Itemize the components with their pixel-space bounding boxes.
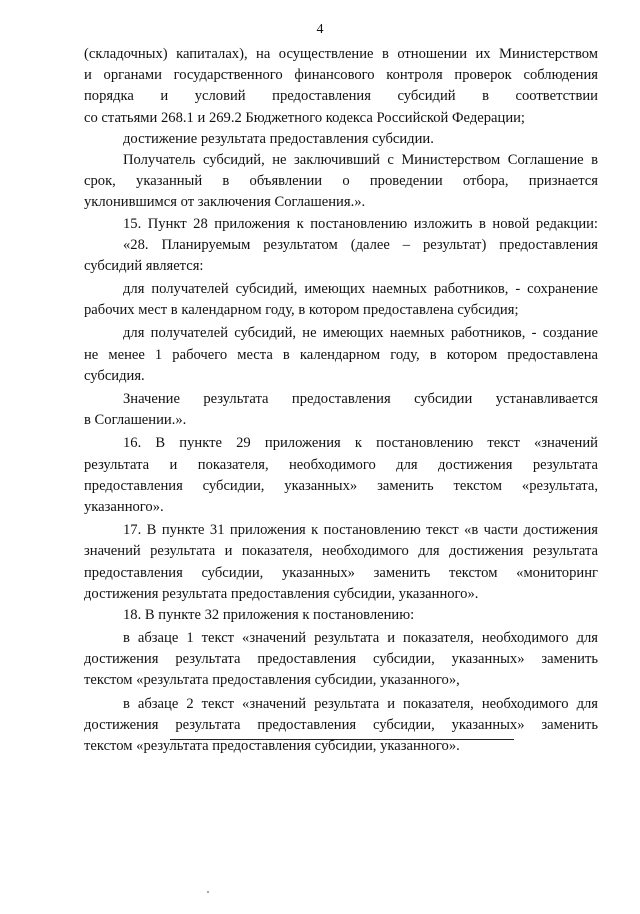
text-line: достижения результата предоставления субсидии, указанных» заменить — [84, 651, 598, 668]
text-line: текстом «результата предоставления субсидии, указанного», — [84, 672, 460, 689]
text-line: для получателей субсидий, не имеющих наемных работников, - создание — [123, 325, 598, 342]
text-line: Значение результата предоставления субсидии устанавливается — [123, 391, 598, 407]
text-line: достижения результата предоставления субсидии, указанного». — [84, 585, 479, 602]
text-line: Получатель субсидий, не заключивший с Министерством Соглашение в — [123, 151, 598, 168]
text-line: срок, указанный в объявлении о проведении отбора, признается — [84, 173, 598, 190]
text-line: уклонившимся от заключения Соглашения.». — [84, 194, 366, 211]
text-line: не менее 1 рабочего места в календарном году, в котором предоставлена — [84, 346, 598, 363]
scan-artifact — [207, 891, 209, 893]
text-line: результата и показателя, необходимого для достижения результата — [84, 456, 598, 473]
text-line: 18. В пункте 32 приложения к постановлению: — [123, 606, 415, 623]
text-line: субсидий является: — [84, 257, 204, 274]
text-line: достижение результата предоставления субсидии. — [123, 130, 434, 147]
text-line: значений результата и показателя, необходимого для достижения результата — [84, 543, 598, 560]
text-line: «28. Планируемым результатом (далее – результат) предоставления — [123, 236, 598, 253]
text-line: и органами государственного финансового контроля проверок соблюдения — [84, 67, 598, 84]
text-line: в Соглашении.». — [84, 412, 187, 429]
text-line: субсидия. — [84, 367, 145, 384]
text-line: в абзаце 2 текст «значений результата и показателя, необходимого для — [123, 695, 598, 712]
text-line: для получателей субсидий, имеющих наемных работников, - сохранение — [123, 281, 598, 298]
text-line: 15. Пункт 28 приложения к постановлению изложить в новой редакции: — [123, 215, 598, 232]
text-line: рабочих мест в календарном году, в котором предоставлена субсидия; — [84, 302, 519, 319]
text-line: (складочных) капиталах), на осуществление в отношении их Министерством — [84, 46, 598, 62]
closing-rule — [170, 739, 514, 740]
text-line: предоставления субсидии, указанных» заменить текстом «результата, — [84, 477, 598, 494]
page-number: 4 — [316, 22, 324, 37]
text-line: текстом «результата предоставления субсидии, указанного». — [84, 738, 460, 754]
text-line: указанного». — [84, 498, 164, 515]
text-line: 16. В пункте 29 приложения к постановлению текст «значений — [123, 435, 598, 452]
text-line: достижения результата предоставления субсидии, указанных» заменить — [84, 716, 598, 733]
text-line: со статьями 268.1 и 269.2 Бюджетного кодекса Российской Федерации; — [84, 109, 525, 126]
text-line: в абзаце 1 текст «значений результата и показателя, необходимого для — [123, 630, 598, 647]
document-body — [84, 44, 598, 757]
text-line: 17. В пункте 31 приложения к постановлению текст «в части достижения — [123, 522, 598, 539]
text-line: порядка и условий предоставления субсидий в соответствии — [84, 88, 598, 105]
text-line: предоставления субсидии, указанных» заменить текстом «мониторинг — [84, 564, 598, 581]
